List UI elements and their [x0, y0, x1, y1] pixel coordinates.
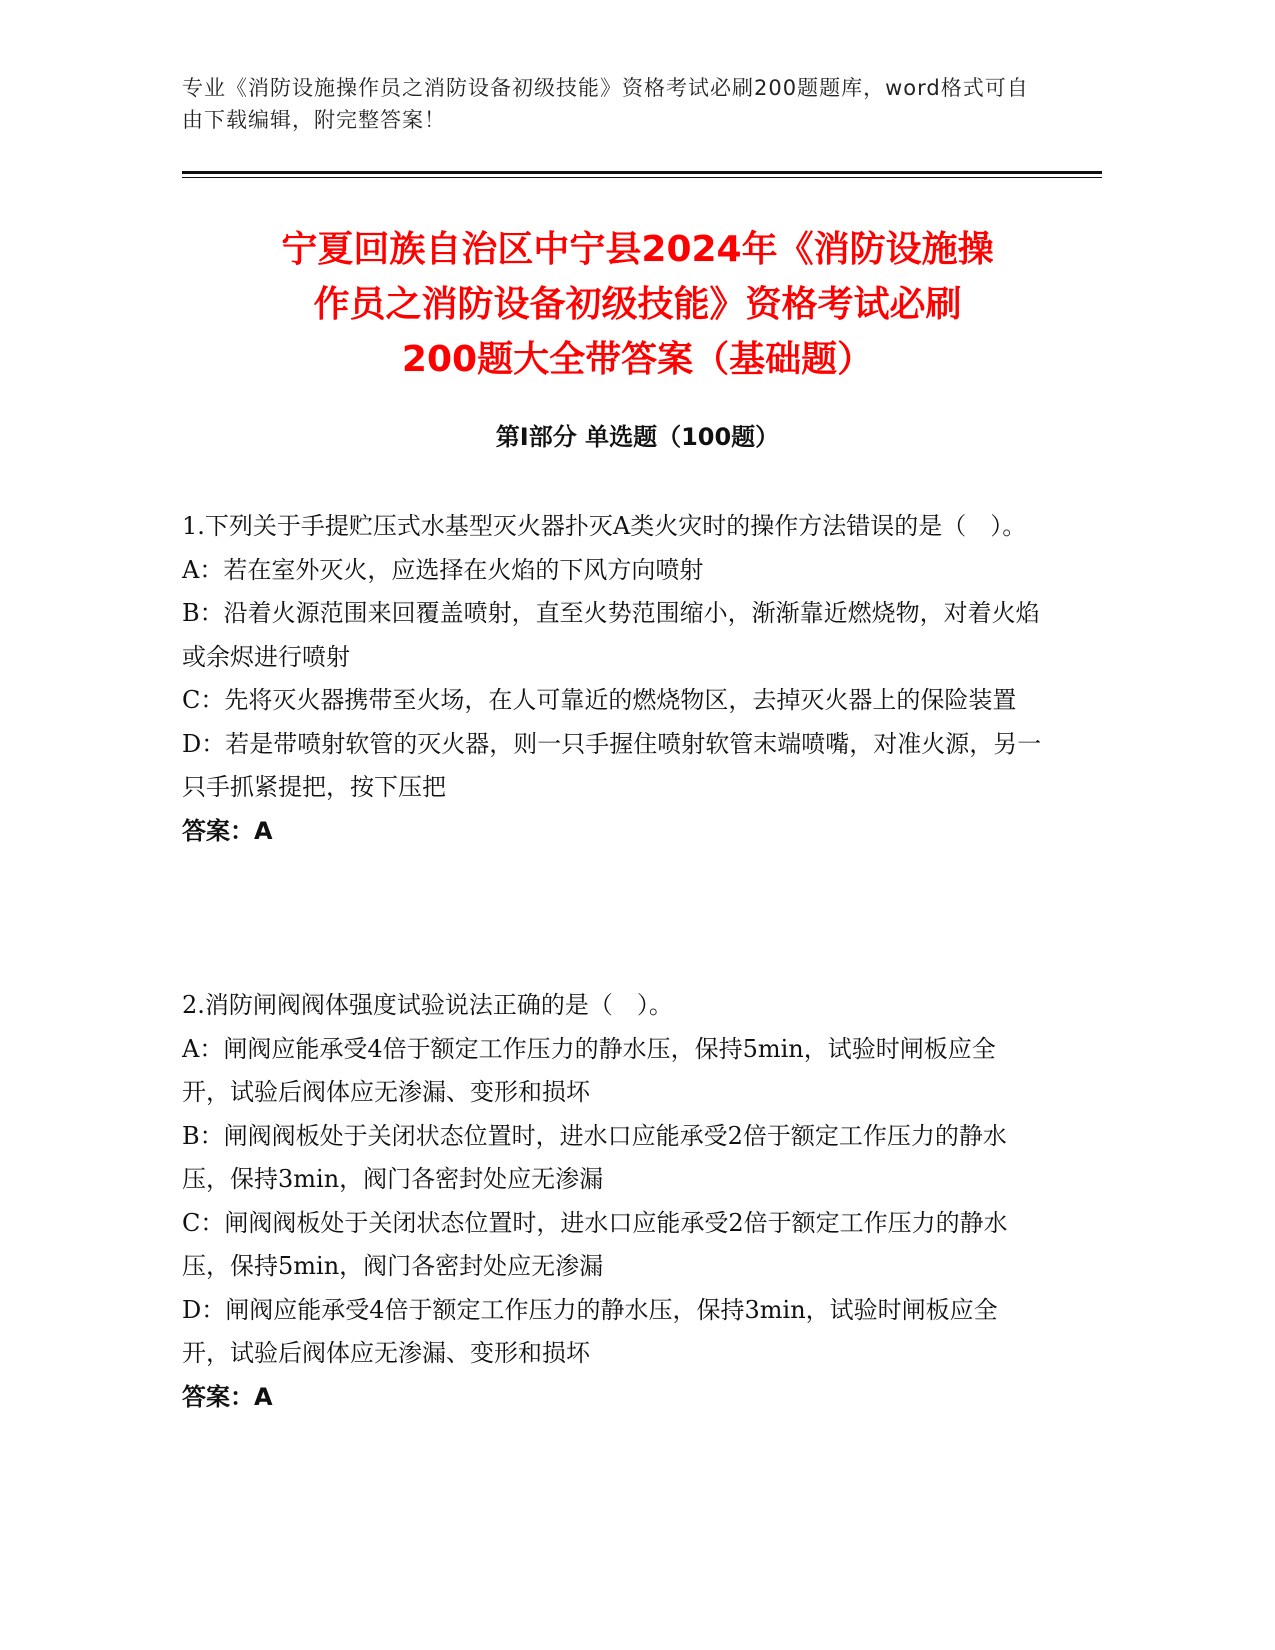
- question-stem: 2.消防闸阀阀体强度试验说法正确的是（ ）。: [182, 991, 673, 1019]
- title-line: 作员之消防设备初级技能》资格考试必刷: [313, 284, 962, 325]
- option-d: D：若是带喷射软管的灭火器，则一只手握住喷射软管末端喷嘴，对准火源，另一只手抓紧提把，按下压把: [182, 729, 1042, 801]
- option-c: C：闸阀阀板处于关闭状态位置时，进水口应能承受2倍于额定工作压力的静水压，保持5min，阀门各密封处应无渗漏: [182, 1208, 1008, 1280]
- header-note: 专业《消防设施操作员之消防设备初级技能》资格考试必刷200题题库，word格式可自由下载编辑，附完整答案！: [182, 76, 1029, 132]
- title-line: 宁夏回族自治区中宁县2024年《消防设施操: [281, 229, 994, 270]
- answer: 答案：A: [182, 1382, 273, 1411]
- option-d: D：闸阀应能承受4倍于额定工作压力的静水压，保持3min，试验时闸板应全开，试验后阀体应无渗漏、变形和损坏: [182, 1295, 998, 1367]
- option-a: A：闸阀应能承受4倍于额定工作压力的静水压，保持5min，试验时闸板应全开，试验后阀体应无渗漏、变形和损坏: [182, 1034, 996, 1106]
- option-a: A：若在室外灭火，应选择在火焰的下风方向喷射: [182, 555, 704, 584]
- question-block: [182, 505, 1042, 853]
- option-b: B：沿着火源范围来回覆盖喷射，直至火势范围缩小，渐渐靠近燃烧物，对着火焰或余烬进行喷射: [182, 599, 1040, 671]
- section-heading: 第I部分 单选题（100题）: [495, 423, 780, 451]
- question-stem: 1.下列关于手提贮压式水基型灭火器扑灭A类火灾时的操作方法错误的是（ ）。: [182, 512, 1027, 540]
- option-c: C：先将灭火器携带至火场，在人可靠近的燃烧物区，去掉灭火器上的保险装置: [182, 686, 1017, 714]
- document-title: [150, 222, 1125, 387]
- title-line: 200题大全带答案（基础题）: [401, 339, 874, 380]
- question-block: [182, 984, 1042, 1419]
- option-b: B：闸阀阀板处于关闭状态位置时，进水口应能承受2倍于额定工作压力的静水压，保持3min，阀门各密封处应无渗漏: [182, 1121, 1007, 1193]
- header-divider-thin: [182, 177, 1102, 178]
- answer: 答案：A: [182, 816, 273, 845]
- header-divider-thick: [182, 171, 1102, 174]
